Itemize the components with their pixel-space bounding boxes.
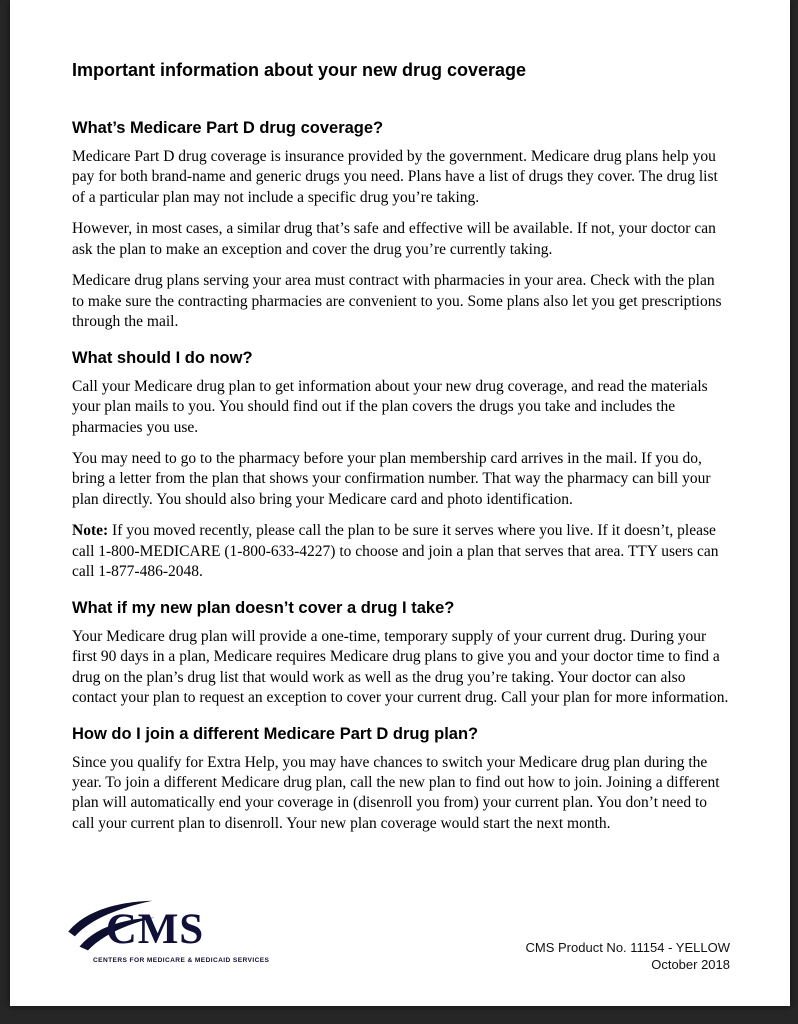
product-info <box>526 939 730 974</box>
note-text: If you moved recently, please call the plan to be sure it serves where you live. If it doesn’t, please call 1-800-MEDICARE (1-800-633-4227) to choose and join a plan that serves that area. TTY users can call 1-877-486-2048. <box>72 522 719 581</box>
note-label: Note: <box>72 522 109 540</box>
cms-logo-graphic <box>65 898 255 956</box>
product-number: CMS Product No. 11154 - YELLOW <box>525 939 730 955</box>
section-heading: What should I do now? <box>72 348 253 367</box>
section-heading: What if my new plan doesn’t cover a drug I take? <box>72 598 455 617</box>
paragraph: Medicare Part D drug coverage is insurance provided by the government. Medicare drug plans help you pay for both brand-name and generic drugs you need. Plans have a list of drugs they cover. The drug list of a particular plan may not include a specific drug you’re taking. <box>72 148 718 206</box>
page-footer <box>10 886 790 1006</box>
note-paragraph <box>72 521 730 582</box>
cms-logo <box>65 898 270 964</box>
paragraph: Since you qualify for Extra Help, you may have chances to switch your Medicare drug plan during the year. To join a different Medicare drug plan, call the new plan to find out how to join. Joining a different plan will automatically end your coverage in (disenroll you from) your current plan. You don’t need to call your current plan to disenroll. Your new plan coverage would start the next month. <box>72 753 720 832</box>
document-content <box>10 0 790 834</box>
cms-logo-tagline: CENTERS FOR MEDICARE & MEDICAID SERVICES <box>93 957 270 964</box>
section <box>72 349 730 583</box>
section-heading: How do I join a different Medicare Part D drug plan? <box>72 724 479 743</box>
section <box>72 599 730 709</box>
paragraph: Your Medicare drug plan will provide a one-time, temporary supply of your current drug. During your first 90 days in a plan, Medicare requires Medicare drug plans to give you and your doctor time to find a drug on the plan’s drug list that would work as well as the drug you’re taking. Your doctor can also contact your plan to request an exception to cover your current drug. Call your plan for more information. <box>72 627 729 707</box>
paragraph: Call your Medicare drug plan to get information about your new drug coverage, and read the materials your plan mails to you. You should find out if the plan covers the drugs you take and includes the pharmacies you use. <box>72 377 708 436</box>
section <box>72 725 730 835</box>
section <box>72 119 730 333</box>
section-heading: What’s Medicare Part D drug coverage? <box>72 119 384 137</box>
document-page <box>10 0 790 1006</box>
svg-text:CMS: CMS <box>105 905 205 953</box>
page-title: Important information about your new drug coverage <box>72 60 527 80</box>
product-date: October 2018 <box>651 957 730 973</box>
paragraph: However, in most cases, a similar drug that’s safe and effective will be available. If not, your doctor can ask the plan to make an exception and cover the drug you’re currently taking. <box>72 220 716 258</box>
paragraph: Medicare drug plans serving your area must contract with pharmacies in your area. Check with the plan to make sure the contracting pharmacies are convenient to you. Some plans also let you get prescriptions through the mail. <box>72 272 722 331</box>
paragraph: You may need to go to the pharmacy before your plan membership card arrives in the mail. If you do, bring a letter from the plan that shows your confirmation number. That way the pharmacy can bill your plan directly. You should also bring your Medicare card and photo identification. <box>72 449 711 508</box>
